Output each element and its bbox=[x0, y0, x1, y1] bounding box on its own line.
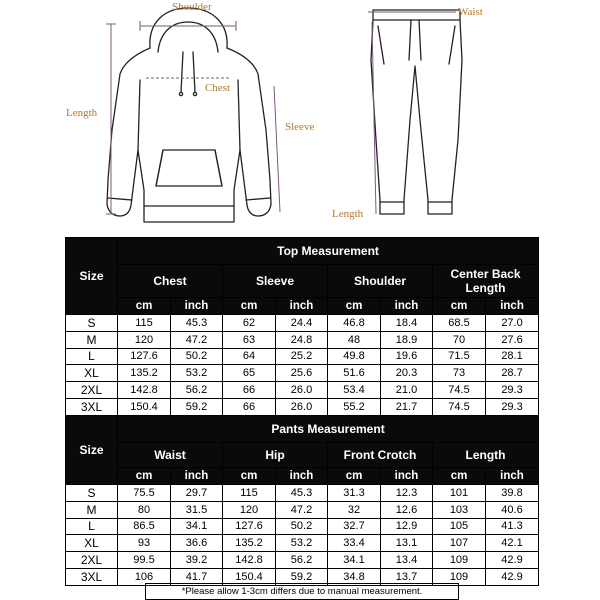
value-cell: 71.5 bbox=[433, 348, 486, 365]
unit-header: cm bbox=[328, 468, 381, 485]
value-cell: 29.3 bbox=[486, 398, 539, 415]
value-cell: 53.2 bbox=[171, 365, 223, 382]
table-title: Top Measurement bbox=[118, 238, 539, 265]
table-row bbox=[66, 552, 539, 569]
value-cell: 99.5 bbox=[118, 552, 171, 569]
value-cell: 34.1 bbox=[328, 552, 381, 569]
value-cell: 109 bbox=[433, 552, 486, 569]
value-cell: 45.3 bbox=[171, 315, 223, 332]
size-header: Size bbox=[66, 238, 118, 315]
value-cell: 107 bbox=[433, 535, 486, 552]
value-cell: 66 bbox=[223, 382, 276, 399]
measurement-diagram bbox=[0, 0, 600, 232]
top-table-body bbox=[66, 315, 539, 416]
value-cell: 31.3 bbox=[328, 485, 381, 502]
value-cell: 41.7 bbox=[171, 568, 223, 585]
unit-header: inch bbox=[171, 298, 223, 315]
value-cell: 50.2 bbox=[276, 518, 328, 535]
value-cell: 142.8 bbox=[118, 382, 171, 399]
unit-header: cm bbox=[223, 298, 276, 315]
value-cell: 120 bbox=[223, 501, 276, 518]
value-cell: 65 bbox=[223, 365, 276, 382]
pants-length-label: Length bbox=[332, 208, 364, 220]
value-cell: 12.3 bbox=[381, 485, 433, 502]
value-cell: 39.8 bbox=[486, 485, 539, 502]
value-cell: 75.5 bbox=[118, 485, 171, 502]
table-row bbox=[66, 518, 539, 535]
value-cell: 80 bbox=[118, 501, 171, 518]
value-cell: 74.5 bbox=[433, 398, 486, 415]
value-cell: 48 bbox=[328, 331, 381, 348]
unit-header: inch bbox=[171, 468, 223, 485]
value-cell: 26.0 bbox=[276, 398, 328, 415]
sleeve-label: Sleeve bbox=[285, 121, 315, 133]
value-cell: 42.9 bbox=[486, 568, 539, 585]
value-cell: 25.2 bbox=[276, 348, 328, 365]
pants-drawing bbox=[371, 10, 462, 214]
value-cell: 101 bbox=[433, 485, 486, 502]
value-cell: 13.7 bbox=[381, 568, 433, 585]
size-cell: M bbox=[66, 331, 118, 348]
unit-header: cm bbox=[118, 468, 171, 485]
value-cell: 12.9 bbox=[381, 518, 433, 535]
table-row bbox=[66, 365, 539, 382]
size-cell: 2XL bbox=[66, 382, 118, 399]
value-cell: 27.6 bbox=[486, 331, 539, 348]
value-cell: 142.8 bbox=[223, 552, 276, 569]
value-cell: 127.6 bbox=[118, 348, 171, 365]
value-cell: 24.8 bbox=[276, 331, 328, 348]
value-cell: 62 bbox=[223, 315, 276, 332]
value-cell: 18.9 bbox=[381, 331, 433, 348]
size-cell: XL bbox=[66, 365, 118, 382]
column-header: Center Back Length bbox=[433, 265, 539, 298]
value-cell: 109 bbox=[433, 568, 486, 585]
waist-label: Waist bbox=[458, 6, 483, 18]
value-cell: 27.0 bbox=[486, 315, 539, 332]
value-cell: 32 bbox=[328, 501, 381, 518]
measurement-note: *Please allow 1-3cm differs due to manual measurement. bbox=[145, 583, 459, 600]
value-cell: 63 bbox=[223, 331, 276, 348]
table-row bbox=[66, 485, 539, 502]
value-cell: 50.2 bbox=[171, 348, 223, 365]
value-cell: 55.2 bbox=[328, 398, 381, 415]
value-cell: 68.5 bbox=[433, 315, 486, 332]
table-row bbox=[66, 348, 539, 365]
size-cell: L bbox=[66, 348, 118, 365]
unit-header: inch bbox=[276, 298, 328, 315]
table-row bbox=[66, 398, 539, 415]
table-title: Pants Measurement bbox=[118, 416, 539, 443]
unit-header: cm bbox=[118, 298, 171, 315]
pants-measurement-table bbox=[65, 415, 539, 586]
value-cell: 73 bbox=[433, 365, 486, 382]
value-cell: 34.8 bbox=[328, 568, 381, 585]
value-cell: 103 bbox=[433, 501, 486, 518]
top-measurement-table bbox=[65, 237, 539, 416]
value-cell: 33.4 bbox=[328, 535, 381, 552]
value-cell: 66 bbox=[223, 398, 276, 415]
value-cell: 47.2 bbox=[171, 331, 223, 348]
pants-table-body bbox=[66, 485, 539, 586]
value-cell: 40.6 bbox=[486, 501, 539, 518]
size-cell: 2XL bbox=[66, 552, 118, 569]
unit-header: cm bbox=[328, 298, 381, 315]
size-cell: XL bbox=[66, 535, 118, 552]
value-cell: 13.1 bbox=[381, 535, 433, 552]
value-cell: 46.8 bbox=[328, 315, 381, 332]
value-cell: 127.6 bbox=[223, 518, 276, 535]
value-cell: 150.4 bbox=[223, 568, 276, 585]
value-cell: 74.5 bbox=[433, 382, 486, 399]
value-cell: 29.3 bbox=[486, 382, 539, 399]
shoulder-label: Shoulder bbox=[172, 1, 212, 13]
hoodie-drawing bbox=[107, 8, 271, 222]
size-cell: 3XL bbox=[66, 398, 118, 415]
size-header: Size bbox=[66, 416, 118, 485]
value-cell: 93 bbox=[118, 535, 171, 552]
hoodie-length-label: Length bbox=[66, 107, 98, 119]
value-cell: 86.5 bbox=[118, 518, 171, 535]
chest-label: Chest bbox=[205, 82, 231, 94]
table-row bbox=[66, 501, 539, 518]
table-row bbox=[66, 535, 539, 552]
value-cell: 120 bbox=[118, 331, 171, 348]
hoodie-measure-arrows bbox=[106, 21, 280, 214]
value-cell: 31.5 bbox=[171, 501, 223, 518]
column-header: Front Crotch bbox=[328, 443, 433, 468]
value-cell: 53.2 bbox=[276, 535, 328, 552]
value-cell: 56.2 bbox=[276, 552, 328, 569]
value-cell: 115 bbox=[118, 315, 171, 332]
value-cell: 24.4 bbox=[276, 315, 328, 332]
column-header: Hip bbox=[223, 443, 328, 468]
value-cell: 70 bbox=[433, 331, 486, 348]
column-header: Sleeve bbox=[223, 265, 328, 298]
size-cell: S bbox=[66, 315, 118, 332]
column-header: Waist bbox=[118, 443, 223, 468]
value-cell: 56.2 bbox=[171, 382, 223, 399]
value-cell: 42.1 bbox=[486, 535, 539, 552]
unit-header: inch bbox=[381, 468, 433, 485]
value-cell: 21.7 bbox=[381, 398, 433, 415]
value-cell: 59.2 bbox=[171, 398, 223, 415]
value-cell: 34.1 bbox=[171, 518, 223, 535]
size-cell: L bbox=[66, 518, 118, 535]
size-cell: 3XL bbox=[66, 568, 118, 585]
value-cell: 150.4 bbox=[118, 398, 171, 415]
value-cell: 47.2 bbox=[276, 501, 328, 518]
column-header: Length bbox=[433, 443, 539, 468]
value-cell: 51.6 bbox=[328, 365, 381, 382]
column-header: Chest bbox=[118, 265, 223, 298]
value-cell: 20.3 bbox=[381, 365, 433, 382]
unit-header: cm bbox=[433, 298, 486, 315]
size-cell: S bbox=[66, 485, 118, 502]
value-cell: 32.7 bbox=[328, 518, 381, 535]
value-cell: 29.7 bbox=[171, 485, 223, 502]
value-cell: 25.6 bbox=[276, 365, 328, 382]
value-cell: 106 bbox=[118, 568, 171, 585]
value-cell: 45.3 bbox=[276, 485, 328, 502]
unit-header: inch bbox=[486, 468, 539, 485]
value-cell: 36.6 bbox=[171, 535, 223, 552]
unit-header: inch bbox=[276, 468, 328, 485]
unit-header: inch bbox=[486, 298, 539, 315]
value-cell: 42.9 bbox=[486, 552, 539, 569]
value-cell: 18.4 bbox=[381, 315, 433, 332]
value-cell: 19.6 bbox=[381, 348, 433, 365]
value-cell: 28.7 bbox=[486, 365, 539, 382]
unit-header: cm bbox=[433, 468, 486, 485]
value-cell: 28.1 bbox=[486, 348, 539, 365]
value-cell: 115 bbox=[223, 485, 276, 502]
table-row bbox=[66, 331, 539, 348]
unit-header: inch bbox=[381, 298, 433, 315]
value-cell: 13.4 bbox=[381, 552, 433, 569]
value-cell: 53.4 bbox=[328, 382, 381, 399]
value-cell: 41.3 bbox=[486, 518, 539, 535]
value-cell: 21.0 bbox=[381, 382, 433, 399]
value-cell: 135.2 bbox=[223, 535, 276, 552]
unit-header: cm bbox=[223, 468, 276, 485]
size-cell: M bbox=[66, 501, 118, 518]
column-header: Shoulder bbox=[328, 265, 433, 298]
value-cell: 26.0 bbox=[276, 382, 328, 399]
table-row bbox=[66, 315, 539, 332]
value-cell: 39.2 bbox=[171, 552, 223, 569]
value-cell: 49.8 bbox=[328, 348, 381, 365]
value-cell: 105 bbox=[433, 518, 486, 535]
value-cell: 64 bbox=[223, 348, 276, 365]
value-cell: 135.2 bbox=[118, 365, 171, 382]
value-cell: 59.2 bbox=[276, 568, 328, 585]
value-cell: 12.6 bbox=[381, 501, 433, 518]
table-row bbox=[66, 382, 539, 399]
